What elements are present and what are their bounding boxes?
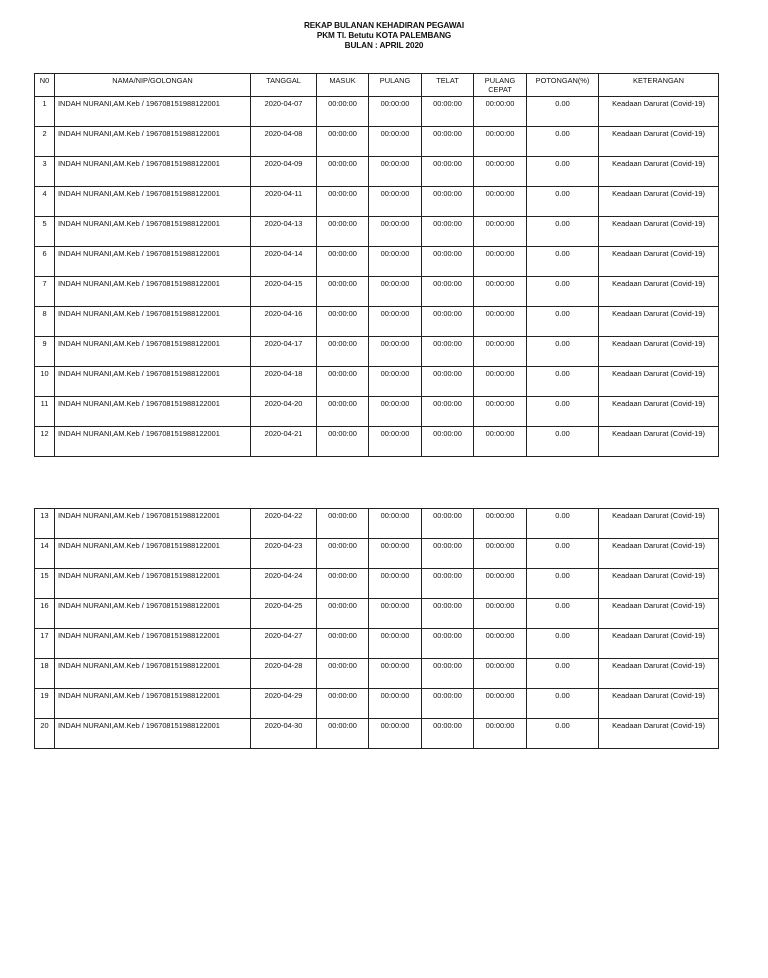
cell-date: 2020-04-11 bbox=[251, 187, 317, 217]
report-subtitle: PKM Tl. Betutu KOTA PALEMBANG bbox=[316, 31, 452, 40]
table-row bbox=[35, 337, 719, 367]
cell-date: 2020-04-30 bbox=[251, 719, 317, 749]
cell-keterangan: Keadaan Darurat (Covid-19) bbox=[599, 599, 719, 629]
cell-pulang: 00:00:00 bbox=[369, 427, 422, 457]
cell-pulang: 00:00:00 bbox=[369, 569, 422, 599]
cell-masuk: 00:00:00 bbox=[317, 427, 369, 457]
cell-no: 6 bbox=[35, 247, 55, 277]
cell-pulang: 00:00:00 bbox=[369, 719, 422, 749]
cell-date: 2020-04-09 bbox=[251, 157, 317, 187]
cell-potongan: 0.00 bbox=[527, 307, 599, 337]
cell-pulang-cepat: 00:00:00 bbox=[474, 509, 527, 539]
cell-telat: 00:00:00 bbox=[422, 659, 474, 689]
col-header-date: TANGGAL bbox=[251, 74, 317, 97]
cell-masuk: 00:00:00 bbox=[317, 397, 369, 427]
cell-name: INDAH NURANI,AM.Keb / 196708151988122001 bbox=[55, 719, 251, 749]
cell-potongan: 0.00 bbox=[527, 217, 599, 247]
cell-masuk: 00:00:00 bbox=[317, 569, 369, 599]
cell-telat: 00:00:00 bbox=[422, 127, 474, 157]
table-header bbox=[35, 74, 719, 97]
cell-keterangan: Keadaan Darurat (Covid-19) bbox=[599, 127, 719, 157]
cell-keterangan: Keadaan Darurat (Covid-19) bbox=[599, 247, 719, 277]
cell-pulang-cepat: 00:00:00 bbox=[474, 427, 527, 457]
col-header-pulang: PULANG bbox=[369, 74, 422, 97]
cell-telat: 00:00:00 bbox=[422, 689, 474, 719]
cell-date: 2020-04-22 bbox=[251, 509, 317, 539]
cell-name: INDAH NURANI,AM.Keb / 196708151988122001 bbox=[55, 629, 251, 659]
col-header-masuk: MASUK bbox=[317, 74, 369, 97]
cell-keterangan: Keadaan Darurat (Covid-19) bbox=[599, 217, 719, 247]
cell-date: 2020-04-20 bbox=[251, 397, 317, 427]
cell-pulang-cepat: 00:00:00 bbox=[474, 367, 527, 397]
cell-date: 2020-04-14 bbox=[251, 247, 317, 277]
cell-pulang: 00:00:00 bbox=[369, 337, 422, 367]
cell-keterangan: Keadaan Darurat (Covid-19) bbox=[599, 277, 719, 307]
cell-keterangan: Keadaan Darurat (Covid-19) bbox=[599, 307, 719, 337]
cell-date: 2020-04-29 bbox=[251, 689, 317, 719]
table-row bbox=[35, 127, 719, 157]
cell-keterangan: Keadaan Darurat (Covid-19) bbox=[599, 569, 719, 599]
cell-potongan: 0.00 bbox=[527, 689, 599, 719]
cell-keterangan: Keadaan Darurat (Covid-19) bbox=[599, 509, 719, 539]
cell-name: INDAH NURANI,AM.Keb / 196708151988122001 bbox=[55, 187, 251, 217]
cell-name: INDAH NURANI,AM.Keb / 196708151988122001 bbox=[55, 689, 251, 719]
cell-date: 2020-04-07 bbox=[251, 97, 317, 127]
table-row bbox=[35, 569, 719, 599]
cell-date: 2020-04-21 bbox=[251, 427, 317, 457]
table-row bbox=[35, 509, 719, 539]
cell-name: INDAH NURANI,AM.Keb / 196708151988122001 bbox=[55, 277, 251, 307]
cell-keterangan: Keadaan Darurat (Covid-19) bbox=[599, 427, 719, 457]
cell-name: INDAH NURANI,AM.Keb / 196708151988122001 bbox=[55, 307, 251, 337]
cell-name: INDAH NURANI,AM.Keb / 196708151988122001 bbox=[55, 397, 251, 427]
cell-pulang: 00:00:00 bbox=[369, 277, 422, 307]
cell-potongan: 0.00 bbox=[527, 277, 599, 307]
cell-pulang: 00:00:00 bbox=[369, 397, 422, 427]
cell-telat: 00:00:00 bbox=[422, 367, 474, 397]
cell-no: 19 bbox=[35, 689, 55, 719]
cell-pulang-cepat: 00:00:00 bbox=[474, 217, 527, 247]
cell-pulang: 00:00:00 bbox=[369, 509, 422, 539]
attendance-table-page-2 bbox=[34, 508, 719, 749]
cell-keterangan: Keadaan Darurat (Covid-19) bbox=[599, 539, 719, 569]
cell-pulang: 00:00:00 bbox=[369, 97, 422, 127]
table-row bbox=[35, 367, 719, 397]
col-header-pulang-cepat: PULANG CEPAT bbox=[474, 74, 527, 97]
cell-keterangan: Keadaan Darurat (Covid-19) bbox=[599, 187, 719, 217]
cell-keterangan: Keadaan Darurat (Covid-19) bbox=[599, 97, 719, 127]
cell-potongan: 0.00 bbox=[527, 157, 599, 187]
cell-telat: 00:00:00 bbox=[422, 187, 474, 217]
cell-pulang: 00:00:00 bbox=[369, 599, 422, 629]
table-row bbox=[35, 599, 719, 629]
cell-pulang-cepat: 00:00:00 bbox=[474, 569, 527, 599]
cell-masuk: 00:00:00 bbox=[317, 157, 369, 187]
table-row bbox=[35, 247, 719, 277]
report-title: REKAP BULANAN KEHADIRAN PEGAWAI bbox=[303, 21, 465, 30]
cell-keterangan: Keadaan Darurat (Covid-19) bbox=[599, 337, 719, 367]
cell-date: 2020-04-08 bbox=[251, 127, 317, 157]
cell-pulang-cepat: 00:00:00 bbox=[474, 719, 527, 749]
cell-keterangan: Keadaan Darurat (Covid-19) bbox=[599, 629, 719, 659]
table-row bbox=[35, 539, 719, 569]
table-row bbox=[35, 217, 719, 247]
cell-potongan: 0.00 bbox=[527, 569, 599, 599]
cell-pulang: 00:00:00 bbox=[369, 367, 422, 397]
cell-date: 2020-04-24 bbox=[251, 569, 317, 599]
cell-name: INDAH NURANI,AM.Keb / 196708151988122001 bbox=[55, 367, 251, 397]
table-row bbox=[35, 427, 719, 457]
cell-pulang-cepat: 00:00:00 bbox=[474, 539, 527, 569]
cell-pulang-cepat: 00:00:00 bbox=[474, 659, 527, 689]
table-row bbox=[35, 397, 719, 427]
report-header bbox=[0, 21, 768, 51]
cell-pulang: 00:00:00 bbox=[369, 127, 422, 157]
col-header-no: N0 bbox=[35, 74, 55, 97]
cell-name: INDAH NURANI,AM.Keb / 196708151988122001 bbox=[55, 157, 251, 187]
report-month: BULAN : APRIL 2020 bbox=[344, 41, 424, 50]
cell-potongan: 0.00 bbox=[527, 599, 599, 629]
table-row bbox=[35, 629, 719, 659]
cell-potongan: 0.00 bbox=[527, 659, 599, 689]
col-header-keterangan: KETERANGAN bbox=[599, 74, 719, 97]
cell-potongan: 0.00 bbox=[527, 629, 599, 659]
cell-no: 10 bbox=[35, 367, 55, 397]
cell-pulang: 00:00:00 bbox=[369, 539, 422, 569]
cell-telat: 00:00:00 bbox=[422, 337, 474, 367]
cell-potongan: 0.00 bbox=[527, 427, 599, 457]
cell-pulang: 00:00:00 bbox=[369, 217, 422, 247]
cell-keterangan: Keadaan Darurat (Covid-19) bbox=[599, 689, 719, 719]
cell-name: INDAH NURANI,AM.Keb / 196708151988122001 bbox=[55, 509, 251, 539]
cell-name: INDAH NURANI,AM.Keb / 196708151988122001 bbox=[55, 539, 251, 569]
cell-keterangan: Keadaan Darurat (Covid-19) bbox=[599, 397, 719, 427]
cell-name: INDAH NURANI,AM.Keb / 196708151988122001 bbox=[55, 217, 251, 247]
cell-no: 20 bbox=[35, 719, 55, 749]
cell-no: 16 bbox=[35, 599, 55, 629]
cell-potongan: 0.00 bbox=[527, 97, 599, 127]
cell-date: 2020-04-16 bbox=[251, 307, 317, 337]
cell-telat: 00:00:00 bbox=[422, 509, 474, 539]
cell-potongan: 0.00 bbox=[527, 187, 599, 217]
cell-name: INDAH NURANI,AM.Keb / 196708151988122001 bbox=[55, 569, 251, 599]
cell-pulang: 00:00:00 bbox=[369, 187, 422, 217]
cell-keterangan: Keadaan Darurat (Covid-19) bbox=[599, 157, 719, 187]
cell-masuk: 00:00:00 bbox=[317, 307, 369, 337]
cell-masuk: 00:00:00 bbox=[317, 217, 369, 247]
cell-telat: 00:00:00 bbox=[422, 427, 474, 457]
cell-potongan: 0.00 bbox=[527, 367, 599, 397]
cell-pulang-cepat: 00:00:00 bbox=[474, 689, 527, 719]
cell-no: 14 bbox=[35, 539, 55, 569]
cell-name: INDAH NURANI,AM.Keb / 196708151988122001 bbox=[55, 97, 251, 127]
cell-potongan: 0.00 bbox=[527, 719, 599, 749]
cell-telat: 00:00:00 bbox=[422, 157, 474, 187]
cell-name: INDAH NURANI,AM.Keb / 196708151988122001 bbox=[55, 659, 251, 689]
table-body bbox=[35, 509, 719, 749]
cell-masuk: 00:00:00 bbox=[317, 659, 369, 689]
cell-date: 2020-04-28 bbox=[251, 659, 317, 689]
cell-pulang: 00:00:00 bbox=[369, 629, 422, 659]
cell-masuk: 00:00:00 bbox=[317, 539, 369, 569]
cell-pulang-cepat: 00:00:00 bbox=[474, 599, 527, 629]
cell-no: 8 bbox=[35, 307, 55, 337]
cell-masuk: 00:00:00 bbox=[317, 337, 369, 367]
cell-date: 2020-04-17 bbox=[251, 337, 317, 367]
col-header-telat: TELAT bbox=[422, 74, 474, 97]
cell-pulang: 00:00:00 bbox=[369, 247, 422, 277]
cell-name: INDAH NURANI,AM.Keb / 196708151988122001 bbox=[55, 247, 251, 277]
attendance-table-page-1 bbox=[34, 73, 719, 457]
cell-masuk: 00:00:00 bbox=[317, 719, 369, 749]
cell-masuk: 00:00:00 bbox=[317, 689, 369, 719]
cell-no: 5 bbox=[35, 217, 55, 247]
cell-telat: 00:00:00 bbox=[422, 569, 474, 599]
table-row bbox=[35, 187, 719, 217]
cell-date: 2020-04-13 bbox=[251, 217, 317, 247]
cell-pulang-cepat: 00:00:00 bbox=[474, 397, 527, 427]
cell-pulang-cepat: 00:00:00 bbox=[474, 307, 527, 337]
cell-telat: 00:00:00 bbox=[422, 97, 474, 127]
cell-pulang-cepat: 00:00:00 bbox=[474, 247, 527, 277]
cell-pulang-cepat: 00:00:00 bbox=[474, 337, 527, 367]
cell-masuk: 00:00:00 bbox=[317, 127, 369, 157]
cell-no: 2 bbox=[35, 127, 55, 157]
cell-masuk: 00:00:00 bbox=[317, 187, 369, 217]
cell-pulang-cepat: 00:00:00 bbox=[474, 277, 527, 307]
cell-telat: 00:00:00 bbox=[422, 719, 474, 749]
cell-masuk: 00:00:00 bbox=[317, 367, 369, 397]
cell-pulang: 00:00:00 bbox=[369, 157, 422, 187]
cell-keterangan: Keadaan Darurat (Covid-19) bbox=[599, 659, 719, 689]
cell-telat: 00:00:00 bbox=[422, 217, 474, 247]
table-row bbox=[35, 277, 719, 307]
cell-date: 2020-04-15 bbox=[251, 277, 317, 307]
cell-name: INDAH NURANI,AM.Keb / 196708151988122001 bbox=[55, 127, 251, 157]
col-header-name: NAMA/NIP/GOLONGAN bbox=[55, 74, 251, 97]
cell-no: 18 bbox=[35, 659, 55, 689]
cell-masuk: 00:00:00 bbox=[317, 509, 369, 539]
cell-no: 7 bbox=[35, 277, 55, 307]
col-header-potongan: POTONGAN(%) bbox=[527, 74, 599, 97]
cell-keterangan: Keadaan Darurat (Covid-19) bbox=[599, 719, 719, 749]
cell-date: 2020-04-18 bbox=[251, 367, 317, 397]
cell-telat: 00:00:00 bbox=[422, 307, 474, 337]
cell-potongan: 0.00 bbox=[527, 247, 599, 277]
cell-telat: 00:00:00 bbox=[422, 629, 474, 659]
cell-potongan: 0.00 bbox=[527, 337, 599, 367]
table-row bbox=[35, 157, 719, 187]
cell-masuk: 00:00:00 bbox=[317, 629, 369, 659]
cell-masuk: 00:00:00 bbox=[317, 277, 369, 307]
table-row bbox=[35, 719, 719, 749]
cell-no: 3 bbox=[35, 157, 55, 187]
cell-date: 2020-04-23 bbox=[251, 539, 317, 569]
cell-no: 4 bbox=[35, 187, 55, 217]
cell-pulang-cepat: 00:00:00 bbox=[474, 157, 527, 187]
cell-potongan: 0.00 bbox=[527, 397, 599, 427]
cell-no: 1 bbox=[35, 97, 55, 127]
cell-potongan: 0.00 bbox=[527, 539, 599, 569]
cell-keterangan: Keadaan Darurat (Covid-19) bbox=[599, 367, 719, 397]
table-row bbox=[35, 307, 719, 337]
cell-no: 17 bbox=[35, 629, 55, 659]
cell-telat: 00:00:00 bbox=[422, 277, 474, 307]
cell-potongan: 0.00 bbox=[527, 509, 599, 539]
cell-pulang-cepat: 00:00:00 bbox=[474, 127, 527, 157]
table-row bbox=[35, 659, 719, 689]
cell-telat: 00:00:00 bbox=[422, 247, 474, 277]
cell-pulang-cepat: 00:00:00 bbox=[474, 97, 527, 127]
cell-name: INDAH NURANI,AM.Keb / 196708151988122001 bbox=[55, 337, 251, 367]
cell-masuk: 00:00:00 bbox=[317, 599, 369, 629]
cell-pulang: 00:00:00 bbox=[369, 307, 422, 337]
cell-date: 2020-04-25 bbox=[251, 599, 317, 629]
table-row bbox=[35, 689, 719, 719]
cell-potongan: 0.00 bbox=[527, 127, 599, 157]
cell-masuk: 00:00:00 bbox=[317, 97, 369, 127]
table-row bbox=[35, 97, 719, 127]
cell-pulang: 00:00:00 bbox=[369, 689, 422, 719]
cell-date: 2020-04-27 bbox=[251, 629, 317, 659]
cell-no: 9 bbox=[35, 337, 55, 367]
table-body bbox=[35, 97, 719, 457]
cell-no: 12 bbox=[35, 427, 55, 457]
cell-telat: 00:00:00 bbox=[422, 599, 474, 629]
cell-no: 15 bbox=[35, 569, 55, 599]
cell-pulang: 00:00:00 bbox=[369, 659, 422, 689]
cell-pulang-cepat: 00:00:00 bbox=[474, 629, 527, 659]
cell-pulang-cepat: 00:00:00 bbox=[474, 187, 527, 217]
cell-masuk: 00:00:00 bbox=[317, 247, 369, 277]
cell-no: 13 bbox=[35, 509, 55, 539]
cell-name: INDAH NURANI,AM.Keb / 196708151988122001 bbox=[55, 427, 251, 457]
cell-telat: 00:00:00 bbox=[422, 539, 474, 569]
cell-telat: 00:00:00 bbox=[422, 397, 474, 427]
cell-name: INDAH NURANI,AM.Keb / 196708151988122001 bbox=[55, 599, 251, 629]
cell-no: 11 bbox=[35, 397, 55, 427]
